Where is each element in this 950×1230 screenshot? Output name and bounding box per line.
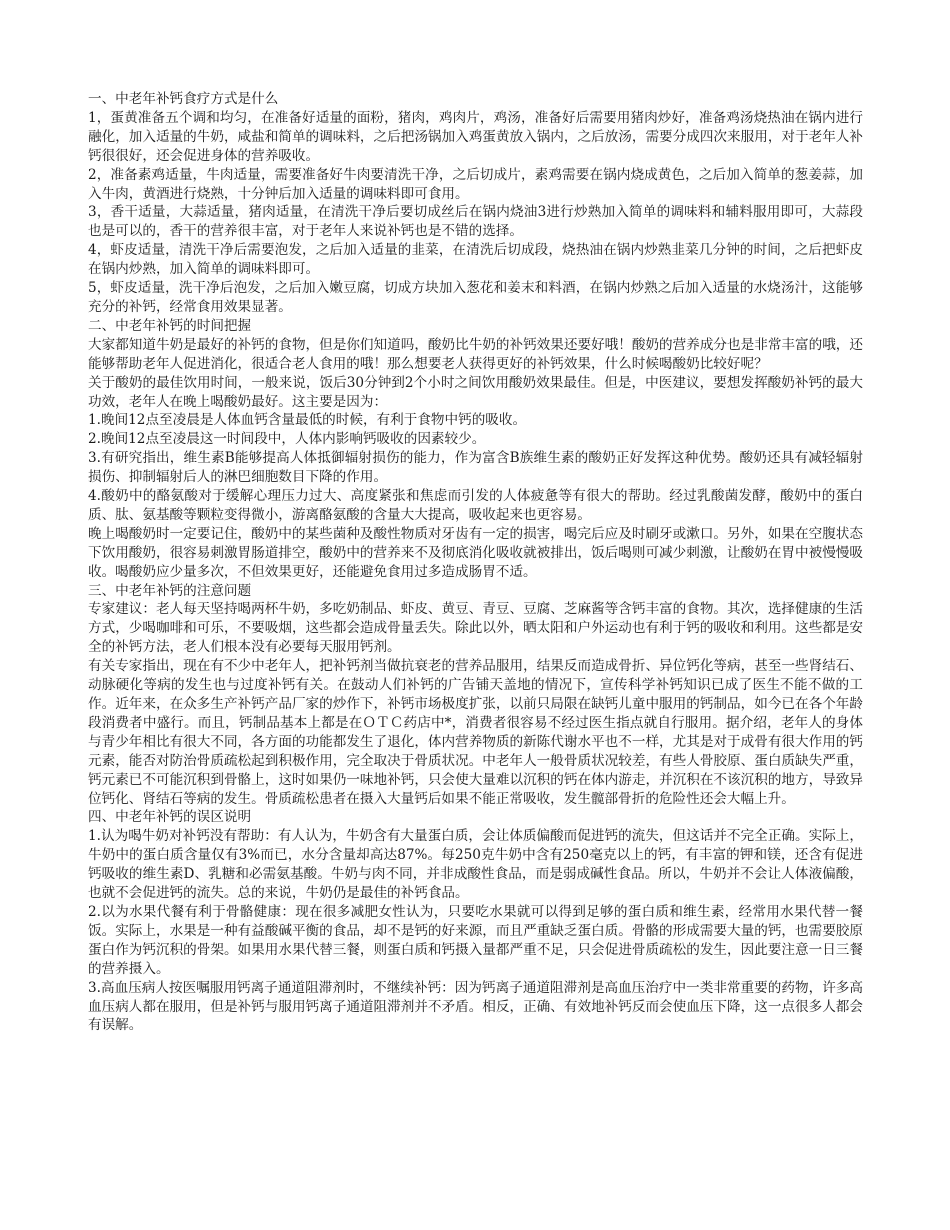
paragraph: 4，虾皮适量，清洗干净后需要泡发，之后加入适量的韭菜，在清洗后切成段，烧热油在锅内炒熟韭菜几分钟的时间，之后把虾皮在锅内炒熟，加入简单的调味料即可。 (88, 242, 863, 278)
paragraph: 关于酸奶的最佳饮用时间，一般来说，饭后30分钟到2个小时之间饮用酸奶效果最佳。但是，中医建议，要想发挥酸奶补钙的最大功效，老年人在晚上喝酸奶最好。这主要是因为： (88, 374, 863, 410)
paragraph: 有关专家指出，现在有不少中老年人，把补钙剂当做抗衰老的营养品服用，结果反而造成骨折、异位钙化等病，甚至一些肾结石、动脉硬化等病的发生也与过度补钙有关。在鼓动人们补钙的广告铺天盖地的情况下，宣传科学补钙知识已成了医生不能不做的工作。近年来，在众多生产补钙产品厂家的炒作下，补钙市场极度扩张，以前只局限在缺钙儿童中服用的钙制品，如今已在各个年龄段消费者中盛行。而且，钙制品基本上都是在ＯＴＣ药店中*，消费者很容易不经过医生指点就自行服用。据介绍，老年人的身体与青少年相比有很大不同，各方面的功能都发生了退化，体内营养物质的新陈代谢水平也不一样，尤其是对于成骨有很大作用的钙元素，能否对防治骨质疏松起到积极作用，完全取决于骨质状况。中老年人一般骨质状况较差，有些人骨胶原、蛋白质缺失严重，钙元素已不可能沉积到骨骼上，这时如果仍一味地补钙，只会使大量难以沉积的钙在体内游走，并沉积在不该沉积的地方，导致异位钙化、肾结石等病的发生。骨质疏松患者在摄入大量钙后如果不能正常吸收，发生髋部骨折的危险性还会大幅上升。 (88, 658, 863, 807)
paragraph: 4.酸奶中的酪氨酸对于缓解心理压力过大、高度紧张和焦虑而引发的人体疲惫等有很大的帮助。经过乳酸菌发酵，酸奶中的蛋白质、肽、氨基酸等颗粒变得微小，游离酪氨酸的含量大大提高，吸收起来也更容易。 (88, 488, 863, 523)
paragraph: 2，准备素鸡适量，牛肉适量，需要准备好牛肉要清洗干净，之后切成片，素鸡需要在锅内烧成黄色，之后加入简单的葱姜蒜，加入牛肉，黄酒进行烧熟，十分钟后加入适量的调味料即可食用。 (88, 166, 863, 202)
section-heading: 四、中老年补钙的误区说明 (88, 809, 252, 826)
paragraph: 1.认为喝牛奶对补钙没有帮助：有人认为，牛奶含有大量蛋白质，会让体质偏酸而促进钙的流失，但这话并不完全正确。实际上，牛奶中的蛋白质含量仅有3%而已，水分含量却高达87%。每250克牛奶中含有250毫克以上的钙，有丰富的钾和镁，还含有促进钙吸收的维生素D、乳糖和必需氨基酸。牛奶与肉不同，并非成酸性食品，而是弱成碱性食品。所以，牛奶并不会让人体液偏酸，也就不会促进钙的流失。总的来说，牛奶仍是最佳的补钙食品。 (88, 828, 863, 902)
paragraph: 1，蛋黄准备五个调和均匀，在准备好适量的面粉，猪肉，鸡肉片，鸡汤，准备好后需要用猪肉炒好，准备鸡汤烧热油在锅内进行融化，加入适量的牛奶，咸盐和简单的调味料，之后把汤锅加入鸡蛋黄放入锅内，之后放汤，需要分成四次来服用，对于老年人补钙很很好，还会促进身体的营养吸收。 (88, 109, 863, 164)
article-body (88, 90, 863, 1035)
paragraph: 3.有研究指出，维生素B能够提高人体抵御辐射损伤的能力，作为富含B族维生素的酸奶正好发挥这种优势。酸奶还具有减轻辐射损伤、抑制辐射后人的淋巴细胞数目下降的作用。 (88, 450, 863, 486)
paragraph: 大家都知道牛奶是最好的补钙的食物，但是你们知道吗，酸奶比牛奶的补钙效果还要好哦！酸奶的营养成分也是非常丰富的哦，还能够帮助老年人促进消化，很适合老人食用的哦！那么想要老人获得更好的补钙效果，什么时候喝酸奶比较好呢？ (88, 336, 863, 372)
section-heading: 二、中老年补钙的时间把握 (88, 317, 252, 334)
paragraph: 专家建议：老人每天坚持喝两杯牛奶，多吃奶制品、虾皮、黄豆、青豆、豆腐、芝麻酱等含钙丰富的食物。其次，选择健康的生活方式，少喝咖啡和可乐，不要吸烟，这些都会造成骨量丢失。除此以外，晒太阳和户外运动也有利于钙的吸收和利用。这些都是安全的补钙方法，老人们根本没有必要每天服用钙剂。 (88, 601, 863, 656)
paragraph: 晚上喝酸奶时一定要记住，酸奶中的某些菌种及酸性物质对牙齿有一定的损害，喝完后应及时刷牙或漱口。另外，如果在空腹状态下饮用酸奶，很容易刺激胃肠道排空，酸奶中的营养来不及彻底消化吸收就被排出，饭后喝则可减少刺激，让酸奶在胃中被慢慢吸收。喝酸奶应少量多次，不但效果更好，还能避免食用过多造成肠胃不适。 (88, 525, 863, 580)
section-heading: 一、中老年补钙食疗方式是什么 (88, 91, 279, 107)
paragraph: 2.晚间12点至凌晨这一时间段中，人体内影响钙吸收的因素较少。 (88, 431, 486, 448)
section-heading: 三、中老年补钙的注意问题 (88, 582, 252, 599)
paragraph: 5，虾皮适量，洗干净后泡发，之后加入嫩豆腐，切成方块加入葱花和姜末和料酒，在锅内炒熟之后加入适量的水烧汤汁，这能够充分的补钙，经常食用效果显著。 (88, 280, 863, 315)
paragraph: 1.晚间12点至凌晨是人体血钙含量最低的时候，有利于食物中钙的吸收。 (88, 412, 527, 429)
paragraph: 3，香干适量，大蒜适量，猪肉适量，在清洗干净后要切成丝后在锅内烧油3进行炒熟加入简单的调味料和辅料服用即可，大蒜段也是可以的，香干的营养很丰富，对于老年人来说补钙也是不错的选择。 (88, 204, 863, 240)
paragraph: 2.以为水果代餐有利于骨骼健康：现在很多减肥女性认为，只要吃水果就可以得到足够的蛋白质和维生素，经常用水果代替一餐饭。实际上，水果是一种有益酸碱平衡的食品，却不是钙的好来源，而且严重缺乏蛋白质。骨骼的形成需要大量的钙，也需要胶原蛋白作为钙沉积的骨架。如果用水果代替三餐，则蛋白质和钙摄入量都严重不足，只会促进骨质疏松的发生，因此要注意一日三餐的营养摄入。 (88, 903, 863, 977)
paragraph: 3.高血压病人按医嘱服用钙离子通道阻滞剂时，不继续补钙：因为钙离子通道阻滞剂是高血压治疗中一类非常重要的药物，许多高血压病人都在服用，但是补钙与服用钙离子通道阻滞剂并不矛盾。相反，正确、有效地补钙反而会使血压下降，这一点很多人都会有误解。 (88, 979, 863, 1034)
